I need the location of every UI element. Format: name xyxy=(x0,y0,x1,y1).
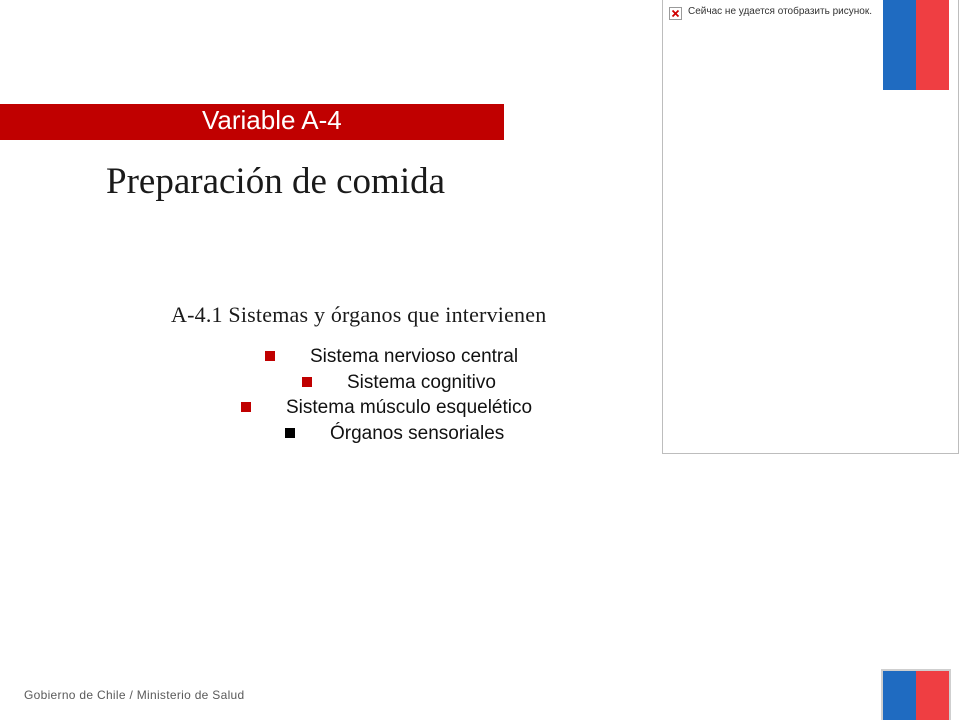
flag-blue-stripe xyxy=(883,671,916,720)
bullet-square-icon xyxy=(285,428,295,438)
page-title: Preparación de comida xyxy=(106,161,446,202)
bullet-text: Sistema músculo esquelético xyxy=(286,397,533,418)
bullet-item xyxy=(285,423,504,445)
bullet-item xyxy=(265,346,518,368)
chile-flag-logo-top xyxy=(883,0,949,90)
section-subtitle: A-4.1 Sistemas y órganos que intervienen xyxy=(171,302,547,327)
bullet-text: Sistema cognitivo xyxy=(347,372,496,393)
flag-red-stripe xyxy=(916,0,949,90)
bullet-square-icon xyxy=(265,351,275,361)
bullet-item xyxy=(241,397,532,419)
variable-banner xyxy=(0,104,504,140)
flag-red-stripe xyxy=(916,671,949,720)
bullet-text: Órganos sensoriales xyxy=(330,423,505,444)
image-error-message: Сейчас не удается отобразить рисунок. xyxy=(688,6,872,17)
broken-image-icon xyxy=(669,7,682,20)
flag-blue-stripe xyxy=(883,0,916,90)
bullet-square-icon xyxy=(302,377,312,387)
footer-text: Gobierno de Chile / Ministerio de Salud xyxy=(24,688,245,702)
bullet-item xyxy=(302,372,496,394)
bullet-square-icon xyxy=(241,402,251,412)
variable-label: Variable A-4 xyxy=(202,105,342,135)
chile-flag-logo-bottom xyxy=(883,671,949,720)
bullet-text: Sistema nervioso central xyxy=(310,346,519,367)
